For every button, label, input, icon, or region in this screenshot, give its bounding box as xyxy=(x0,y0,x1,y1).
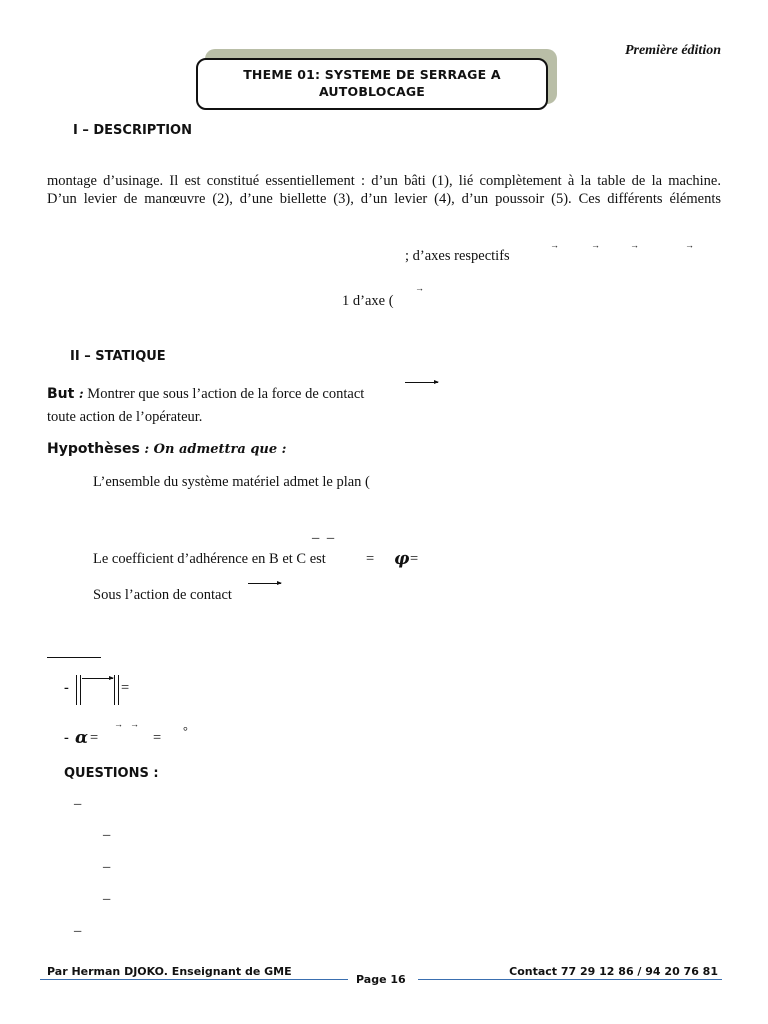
theme-title-line-1: THEME 01: SYSTEME DE SERRAGE A xyxy=(243,67,501,82)
footer-contact: Contact 77 29 12 86 / 94 20 76 81 xyxy=(509,965,718,978)
footer-author: Par Herman DJOKO. Enseignant de GME xyxy=(47,965,292,978)
vector-arrow-7: → xyxy=(130,719,139,729)
description-line-1: montage d’usinage. Il est constitué essentiellement : d’un bâti (1), lié complètement à la table de la machine. xyxy=(47,173,721,189)
hypothesis-2 xyxy=(93,551,326,568)
divider-short xyxy=(47,657,101,658)
phi-symbol: φ xyxy=(394,549,410,569)
hypotheses-label: Hypothèses xyxy=(47,441,140,457)
footer-page-number: Page 16 xyxy=(356,973,406,986)
hypothesis-1: L’ensemble du système matériel admet le plan ( xyxy=(93,474,370,490)
edition-label: Première édition xyxy=(624,43,721,58)
equals-1: = xyxy=(366,551,375,567)
vector-arrow-2: → xyxy=(591,240,600,250)
contact-vector-arrow xyxy=(248,583,281,584)
norm-bar-right-1 xyxy=(114,675,115,705)
but-line-2: toute action de l’opérateur. xyxy=(47,409,203,425)
question-2-dash: – xyxy=(74,923,82,939)
question-1b-dash: – xyxy=(103,859,111,875)
section-statique-heading: II – STATIQUE xyxy=(70,349,166,364)
given-dash-2: - xyxy=(64,730,69,746)
vector-arrow-6: → xyxy=(114,719,123,729)
axe-text: 1 d’axe ( xyxy=(342,293,394,309)
question-1-dash: – xyxy=(74,796,82,812)
hypothesis-3: Sous l’action de contact xyxy=(93,587,232,603)
degree-symbol: ° xyxy=(183,724,188,738)
hypotheses-line xyxy=(47,441,286,458)
but-label: But xyxy=(47,386,75,402)
axes-text: ; d’axes respectifs xyxy=(405,248,510,264)
footer-rule-left xyxy=(40,979,348,980)
section-description-heading: I – DESCRIPTION xyxy=(73,123,192,138)
norm-vector-arrow xyxy=(82,678,113,679)
norm-equals: = xyxy=(121,680,130,696)
vector-arrow-4: → xyxy=(685,240,694,250)
alpha-equals: = xyxy=(90,730,99,746)
equals-2: = xyxy=(410,551,419,567)
vector-arrow-5: → xyxy=(415,283,424,293)
norm-bar-left-2 xyxy=(80,675,81,705)
theme-title-line-2: AUTOBLOCAGE xyxy=(318,84,426,99)
theme-title-box xyxy=(196,58,548,110)
norm-bar-left-1 xyxy=(76,675,77,705)
force-vector-arrow xyxy=(405,382,438,383)
hypothesis-2-text: Le coefficient d’adhérence en B et C est xyxy=(93,551,326,567)
but-colon: : xyxy=(74,387,84,402)
overbar-marks: – – xyxy=(312,530,337,546)
but-line xyxy=(47,386,364,403)
norm-bar-right-2 xyxy=(118,675,119,705)
but-text: Montrer que sous l’action de la force de contact xyxy=(83,386,365,402)
description-line-2: D’un levier de manœuvre (2), d’une biellette (3), d’un levier (4), d’un poussoir (5). Ces différents éléments xyxy=(47,191,721,207)
hypotheses-intro: : On admettra que : xyxy=(139,442,287,457)
footer-rule-right xyxy=(418,979,722,980)
alpha-symbol: α xyxy=(75,728,89,748)
questions-heading: QUESTIONS : xyxy=(64,766,159,781)
given-dash-1: - xyxy=(64,680,69,696)
vector-arrow-3: → xyxy=(630,240,639,250)
question-1a-dash: – xyxy=(103,827,111,843)
question-1c-dash: – xyxy=(103,891,111,907)
angle-equals: = xyxy=(153,730,162,746)
vector-arrow-1: → xyxy=(550,240,559,250)
